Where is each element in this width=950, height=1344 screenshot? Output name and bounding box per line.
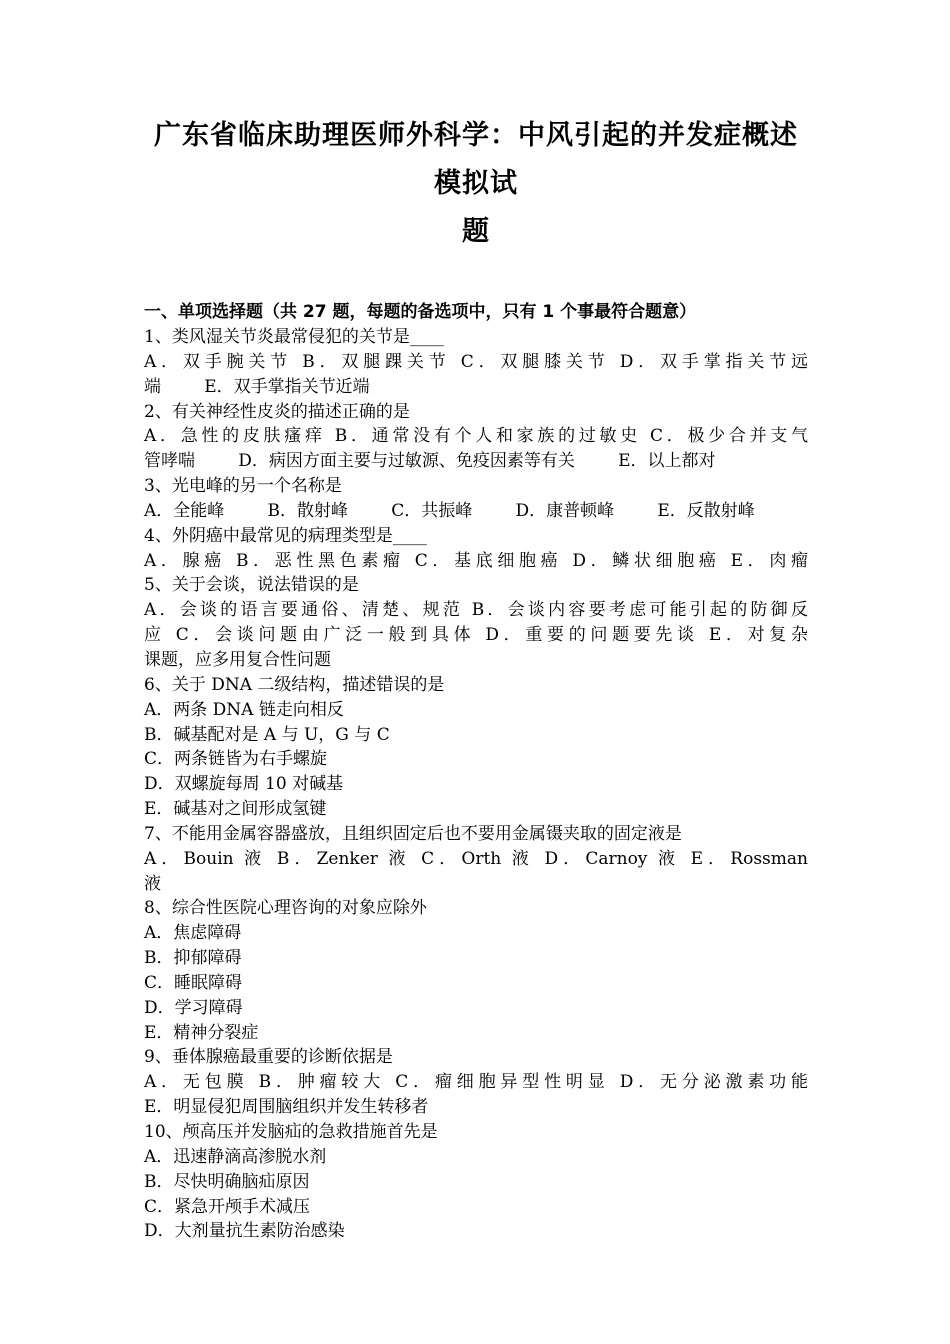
question-text: 7、不能用金属容器盛放，且组织固定后也不要用金属镊夹取的固定液是 bbox=[144, 823, 682, 844]
question-options-line: B．抑郁障碍 bbox=[144, 948, 242, 969]
question-options-line: A．全能峰 B．散射峰 C．共振峰 D．康普顿峰 E．反散射峰 bbox=[144, 500, 755, 521]
question-text: 10、颅高压并发脑疝的急救措施首先是 bbox=[144, 1122, 438, 1142]
question-list bbox=[144, 325, 808, 1244]
question-text: 3、光电峰的另一个名称是 bbox=[144, 476, 342, 497]
question-options-line: D．大剂量抗生素防治感染 bbox=[144, 1221, 345, 1242]
question-options-line: C．睡眠障碍 bbox=[144, 972, 243, 993]
question-options-line: 端 E．双手掌指关节近端 bbox=[144, 376, 370, 397]
question-options-line: A．两条 DNA 链走向相反 bbox=[144, 699, 344, 720]
question-options-line: A．腺癌 B．恶性黑色素瘤 C．基底细胞癌 D．鳞状细胞癌 E．肉瘤 bbox=[144, 550, 808, 571]
question-text: 9、垂体腺癌最重要的诊断依据是 bbox=[144, 1047, 393, 1068]
question-item bbox=[144, 1045, 808, 1120]
question-options-line: B．碱基配对是 A 与 U，G 与 C bbox=[144, 724, 390, 745]
question-options-line: 管哮喘 D．病因方面主要与过敏源、免疫因素等有关 E．以上都对 bbox=[144, 451, 716, 472]
question-text: 2、有关神经性皮炎的描述正确的是 bbox=[144, 401, 410, 422]
question-options-line: E．明显侵犯周围脑组织并发生转移者 bbox=[144, 1097, 429, 1118]
question-text: 8、综合性医院心理咨询的对象应除外 bbox=[144, 898, 427, 919]
question-item bbox=[144, 896, 808, 1045]
question-options-line: D．双螺旋每周 10 对碱基 bbox=[144, 774, 344, 795]
question-item bbox=[144, 673, 808, 822]
question-options-line: 应 C．会谈问题由广泛一般到具体 D．重要的问题要先谈 E．对复杂 bbox=[144, 625, 808, 646]
question-options-line: E．精神分裂症 bbox=[144, 1022, 259, 1043]
question-item bbox=[144, 400, 808, 475]
question-options-line: A．Bouin 液 B．Zenker 液 C．Orth 液 D．Carnoy 液 E．Rossman bbox=[144, 848, 808, 869]
question-options-line: 课题，应多用复合性问题 bbox=[144, 649, 331, 670]
question-text: 6、关于 DNA 二级结构，描述错误的是 bbox=[144, 674, 445, 695]
document-page bbox=[144, 112, 808, 1244]
question-text: 1、类风湿关节炎最常侵犯的关节是____ bbox=[144, 327, 444, 347]
question-options-line: A．无包膜 B．肿瘤较大 C．瘤细胞异型性明显 D．无分泌激素功能 bbox=[144, 1072, 808, 1093]
question-options-line: A．迅速静滴高渗脱水剂 bbox=[144, 1146, 327, 1167]
question-options-line: B．尽快明确脑疝原因 bbox=[144, 1171, 310, 1192]
question-item bbox=[144, 1120, 808, 1244]
question-options-line: A．双手腕关节 B．双腿踝关节 C．双腿膝关节 D．双手掌指关节远 bbox=[144, 351, 808, 372]
question-item bbox=[144, 325, 808, 400]
question-item bbox=[144, 573, 808, 672]
title-line-1: 广东省临床助理医师外科学：中风引起的并发症概述模拟试 bbox=[154, 120, 798, 199]
question-options-line: A．会谈的语言要通俗、清楚、规范 B．会谈内容要考虑可能引起的防御反 bbox=[144, 600, 808, 621]
question-options-line: C．两条链皆为右手螺旋 bbox=[144, 749, 328, 770]
question-options-line: D．学习障碍 bbox=[144, 997, 243, 1018]
title-line-2: 题 bbox=[462, 216, 490, 247]
question-text: 4、外阴癌中最常见的病理类型是____ bbox=[144, 525, 427, 546]
question-options-line: A．焦虑障碍 bbox=[144, 923, 242, 944]
question-options-line: A．急性的皮肤瘙痒 B．通常没有个人和家族的过敏史 C．极少合并支气 bbox=[144, 426, 808, 447]
question-item bbox=[144, 474, 808, 524]
question-item bbox=[144, 524, 808, 574]
section-heading: 一、单项选择题（共 27 题，每题的备选项中，只有 1 个事最符合题意） bbox=[144, 302, 697, 322]
question-item bbox=[144, 822, 808, 897]
question-options-line: E．碱基对之间形成氢键 bbox=[144, 799, 327, 820]
question-options-line: C．紧急开颅手术减压 bbox=[144, 1196, 311, 1217]
question-options-line: 液 bbox=[144, 873, 161, 894]
question-text: 5、关于会谈，说法错误的是 bbox=[144, 575, 359, 596]
document-title bbox=[144, 112, 808, 256]
